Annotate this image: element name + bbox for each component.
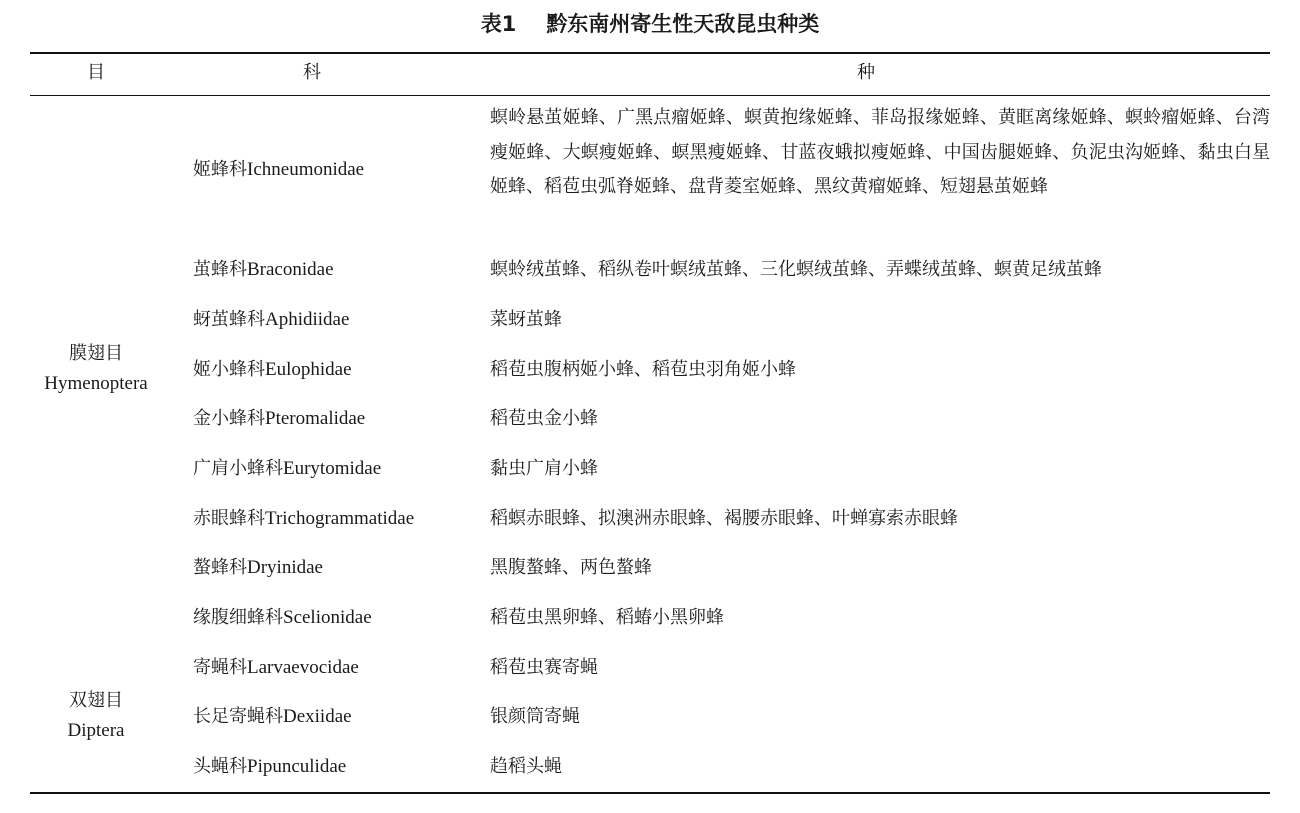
table-row-family <box>193 305 349 335</box>
table-row-species: 菜蚜茧蜂 <box>490 309 562 330</box>
table-row-species: 螟蛉绒茧蜂、稻纵卷叶螟绒茧蜂、三化螟绒茧蜂、弄蝶绒茧蜂、螟黄足绒茧蜂 <box>490 259 1102 280</box>
family-name-zh: 姬小蜂科 <box>193 359 265 380</box>
order-name-en: Diptera <box>67 720 125 741</box>
family-name-zh: 蚜茧蜂科 <box>193 309 265 330</box>
table-row-species: 稻苞虫腹柄姬小蜂、稻苞虫羽角姬小蜂 <box>490 359 796 380</box>
order-hymenoptera <box>30 339 162 399</box>
family-name-zh: 姬蜂科 <box>193 159 247 180</box>
table-row-family <box>193 355 352 385</box>
table-row-family <box>193 504 414 534</box>
table-row-family <box>193 255 334 285</box>
family-name-en: Eurytomidae <box>283 458 382 479</box>
family-name-zh: 头蝇科 <box>193 756 247 777</box>
family-name-en: Larvaevocidae <box>247 657 359 678</box>
family-name-zh: 长足寄蝇科 <box>193 706 283 727</box>
header-rule <box>30 95 1270 96</box>
table-caption <box>0 8 1300 40</box>
family-name-en: Eulophidae <box>265 359 352 380</box>
header-order: 目 <box>87 62 105 83</box>
order-name-zh: 膜翅目 <box>69 343 123 364</box>
family-name-en: Trichogrammatidae <box>265 508 415 529</box>
table-row-family <box>193 454 381 484</box>
family-name-en: Ichneumonidae <box>247 159 365 180</box>
family-name-en: Pteromalidae <box>265 408 366 429</box>
family-name-en: Dryinidae <box>247 557 323 578</box>
family-name-zh: 茧蜂科 <box>193 259 247 280</box>
table-row-family <box>193 603 372 633</box>
table-title: 黔东南州寄生性天敌昆虫种类 <box>546 12 820 36</box>
table-row-species: 银颜筒寄蝇 <box>490 706 580 727</box>
family-name-zh: 寄蝇科 <box>193 657 247 678</box>
table-row-species: 稻螟赤眼蜂、拟澳洲赤眼蜂、褐腰赤眼蜂、叶蝉寡索赤眼蜂 <box>490 508 958 529</box>
family-name-zh: 螯蜂科 <box>193 557 247 578</box>
order-name-zh: 双翅目 <box>69 690 123 711</box>
order-diptera <box>30 686 162 746</box>
order-name-en: Hymenoptera <box>44 373 148 394</box>
table-row-family <box>193 752 346 782</box>
table-row-species: 稻苞虫赛寄蝇 <box>490 657 598 678</box>
table-row-family <box>193 155 364 185</box>
table-row-species: 稻苞虫金小蜂 <box>490 408 598 429</box>
table-row-species: 黏虫广肩小蜂 <box>490 458 598 479</box>
table-row-family <box>193 404 365 434</box>
table-row-species: 黑腹螯蜂、两色螯蜂 <box>490 557 652 578</box>
bottom-rule <box>30 792 1270 794</box>
table-row-species: 趋稻头蝇 <box>490 756 562 777</box>
family-name-zh: 缘腹细蜂科 <box>193 607 283 628</box>
family-name-en: Aphidiidae <box>265 309 350 330</box>
table-row-species: 稻苞虫黑卵蜂、稻蝽小黑卵蜂 <box>490 607 724 628</box>
table-row-family <box>193 702 352 732</box>
table-row-family <box>193 653 359 683</box>
family-name-en: Pipunculidae <box>247 756 347 777</box>
top-rule <box>30 52 1270 54</box>
table-number: 表1 <box>480 12 517 36</box>
family-name-en: Braconidae <box>247 259 334 280</box>
header-species: 种 <box>857 62 875 83</box>
family-name-en: Dexiidae <box>283 706 352 727</box>
table-row-species: 螟岭悬茧姬蜂、广黑点瘤姬蜂、螟黄抱缘姬蜂、菲岛报缘姬蜂、黄眶离缘姬蜂、螟蛉瘤姬蜂、台湾瘦姬蜂、大螟瘦姬蜂、螟黑瘦姬蜂、甘蓝夜蛾拟瘦姬蜂、中国齿腿姬蜂、负泥虫沟姬蜂、黏虫白星姬蜂、稻苞虫弧脊姬蜂、盘背菱室姬蜂、黑纹黄瘤姬蜂、短翅悬茧姬蜂 <box>490 107 1270 197</box>
family-name-zh: 广肩小蜂科 <box>193 458 283 479</box>
family-name-zh: 金小蜂科 <box>193 408 265 429</box>
table-row-family <box>193 553 323 583</box>
header-family: 科 <box>303 62 321 83</box>
family-name-zh: 赤眼蜂科 <box>193 508 265 529</box>
family-name-en: Scelionidae <box>283 607 372 628</box>
